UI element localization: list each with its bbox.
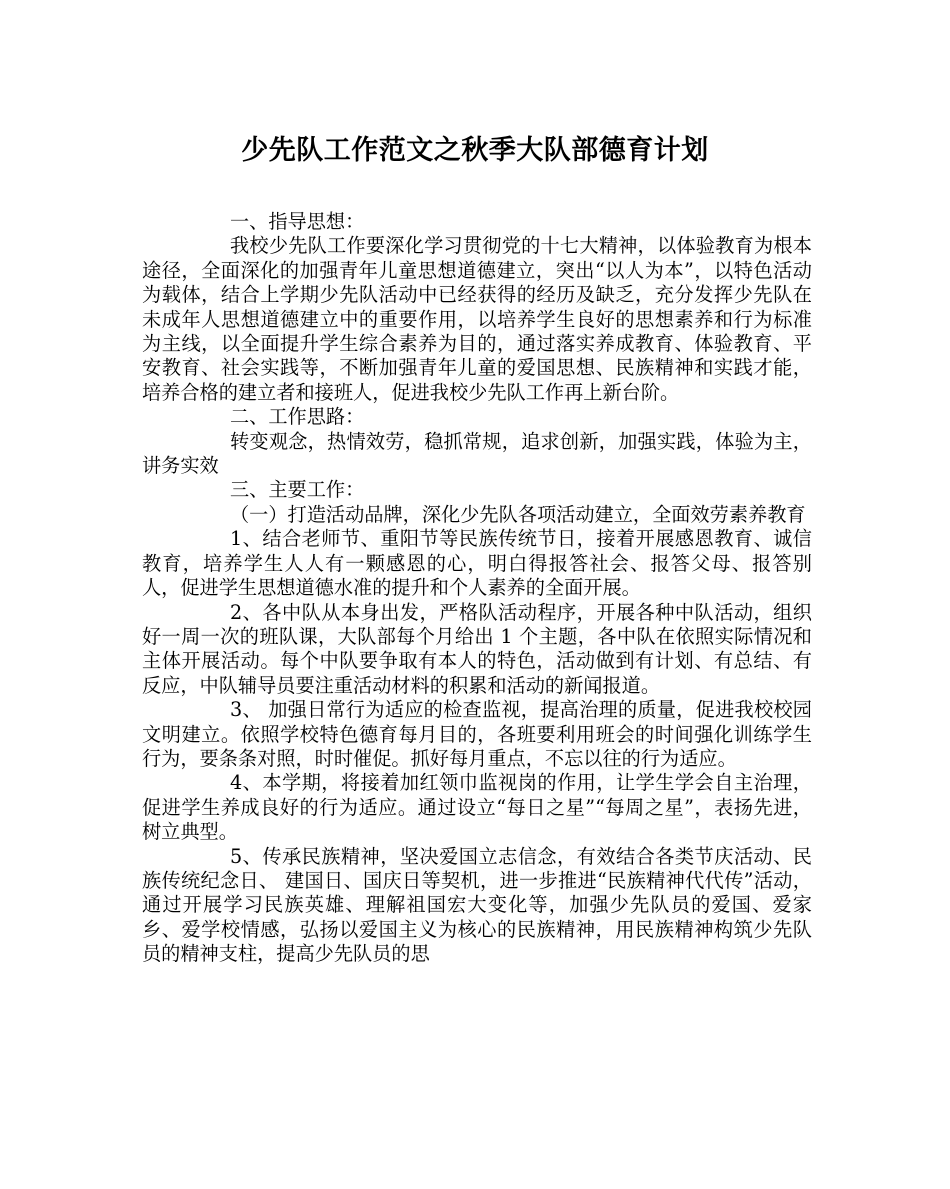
paragraph-item-3: 3、 加强日常行为适应的检查监视，提高治理的质量，促进我校校园文明建立。依照学校特色德育每月目的，各班要利用班会的时间强化训练学生行为，要条条对照，时时催促。抓好每月重点，不忘以往的行为适应。	[142, 698, 812, 770]
document-body	[142, 210, 812, 967]
paragraph-guiding-thought: 我校少先队工作要深化学习贯彻党的十七大精神，以体验教育为根本途径，全面深化的加强青年儿童思想道德建立，突出“以人为本”，以特色活动为载体，结合上学期少先队活动中已经获得的经历及缺乏，充分发挥少先队在未成年人思想道德建立中的重要作用，以培养学生良好的思想素养和行为标准为主线，以全面提升学生综合素养为目的，通过落实养成教育、体验教育、平安教育、社会实践等，不断加强青年儿童的爱国思想、民族精神和实践才能，培养合格的建立者和接班人，促进我校少先队工作再上新台阶。	[142, 234, 812, 404]
section-heading-work-approach: 二、工作思路：	[230, 405, 365, 429]
paragraph-item-1: 1、结合老师节、重阳节等民族传统节日，接着开展感恩教育、诚信教育，培养学生人人有一颗感恩的心，明白得报答社会、报答父母、报答别人，促进学生思想道德水准的提升和个人素养的全面开展。	[142, 527, 812, 600]
subheading-activity-brand: （一）打造活动品牌，深化少先队各项活动建立，全面效劳素养教育	[230, 502, 806, 526]
paragraph-item-2: 2、各中队从本身出发，严格队活动程序，开展各种中队活动，组织好一周一次的班队课，大队部每个月给出 1 个主题，各中队在依照实际情况和主体开展活动。每个中队要争取有本人的特色，活动做到有计划、有总结、有反应，中队辅导员要注重活动材料的积累和活动的新闻报道。	[142, 600, 812, 697]
paragraph-work-approach: 转变观念，热情效劳，稳抓常规，追求创新，加强实践，体验为主，讲务实效	[142, 429, 812, 478]
paragraph-item-4: 4、本学期，将接着加红领巾监视岗的作用，让学生学会自主治理，促进学生养成良好的行为适应。通过设立“每日之星”“每周之星”，表扬先进，树立典型。	[142, 771, 812, 844]
section-heading-guiding-thought: 一、指导思想：	[230, 210, 365, 233]
section-heading-main-work: 三、主要工作：	[230, 478, 365, 502]
document-title: 少先队工作范文之秋季大队部德育计划	[241, 135, 709, 166]
paragraph-item-5: 5、传承民族精神，坚决爱国立志信念，有效结合各类节庆活动、民族传统纪念日、 建国日、国庆日等契机，进一步推进“民族精神代代传”活动，通过开展学习民族英雄、理解祖国宏大变化等，加强少先队员的爱国、爱家乡、爱学校情感，弘扬以爱国主义为核心的民族精神，用民族精神构筑少先队员的精神支柱，提高少先队员的思	[142, 844, 812, 966]
